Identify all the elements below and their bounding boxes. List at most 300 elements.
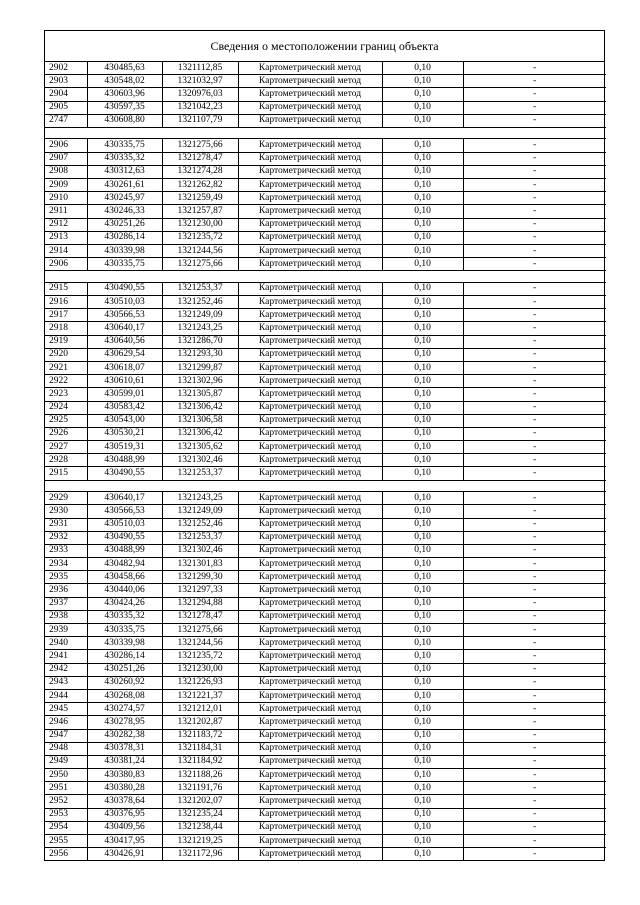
separator-cell xyxy=(238,127,382,139)
point-number-cell: 2915 xyxy=(45,282,87,295)
x-coordinate-cell: 430510,03 xyxy=(87,518,162,531)
description-cell: - xyxy=(463,309,606,322)
description-cell: - xyxy=(463,335,606,348)
y-coordinate-cell: 1321302,96 xyxy=(162,375,238,388)
y-coordinate-cell: 1321202,07 xyxy=(162,795,238,808)
accuracy-cell: 0,10 xyxy=(382,322,463,335)
accuracy-cell: 0,10 xyxy=(382,769,463,782)
y-coordinate-cell: 1321032,97 xyxy=(162,75,238,88)
method-cell: Картометрический метод xyxy=(238,114,382,127)
method-cell: Картометрический метод xyxy=(238,75,382,88)
y-coordinate-cell: 1321244,56 xyxy=(162,244,238,257)
x-coordinate-cell: 430640,17 xyxy=(87,322,162,335)
x-coordinate-cell: 430286,14 xyxy=(87,650,162,663)
description-cell: - xyxy=(463,165,606,178)
point-number-cell: 2919 xyxy=(45,335,87,348)
table-row xyxy=(45,597,606,610)
point-number-cell: 2955 xyxy=(45,835,87,848)
point-number-cell: 2917 xyxy=(45,309,87,322)
point-number-cell: 2923 xyxy=(45,388,87,401)
point-number-cell: 2927 xyxy=(45,441,87,454)
y-coordinate-cell: 1321257,87 xyxy=(162,205,238,218)
y-coordinate-cell: 1321184,92 xyxy=(162,755,238,768)
method-cell: Картометрический метод xyxy=(238,139,382,152)
point-number-cell: 2906 xyxy=(45,139,87,152)
y-coordinate-cell: 1321244,56 xyxy=(162,637,238,650)
table-row xyxy=(45,637,606,650)
point-number-cell: 2907 xyxy=(45,152,87,165)
method-cell: Картометрический метод xyxy=(238,179,382,192)
point-number-cell: 2914 xyxy=(45,244,87,257)
point-number-cell: 2940 xyxy=(45,637,87,650)
y-coordinate-cell: 1321259,49 xyxy=(162,192,238,205)
method-cell: Картометрический метод xyxy=(238,361,382,374)
point-number-cell: 2935 xyxy=(45,571,87,584)
separator-cell xyxy=(382,271,463,283)
point-number-cell: 2903 xyxy=(45,75,87,88)
method-cell: Картометрический метод xyxy=(238,716,382,729)
x-coordinate-cell: 430640,56 xyxy=(87,335,162,348)
point-number-cell: 2913 xyxy=(45,231,87,244)
accuracy-cell: 0,10 xyxy=(382,676,463,689)
table-row xyxy=(45,361,606,374)
y-coordinate-cell: 1321230,00 xyxy=(162,663,238,676)
accuracy-cell: 0,10 xyxy=(382,689,463,702)
y-coordinate-cell: 1321278,47 xyxy=(162,152,238,165)
description-cell: - xyxy=(463,258,606,271)
accuracy-cell: 0,10 xyxy=(382,414,463,427)
separator-cell xyxy=(45,480,87,492)
method-cell: Картометрический метод xyxy=(238,375,382,388)
table-row xyxy=(45,441,606,454)
description-cell: - xyxy=(463,375,606,388)
method-cell: Картометрический метод xyxy=(238,258,382,271)
description-cell: - xyxy=(463,244,606,257)
table-row xyxy=(45,505,606,518)
y-coordinate-cell: 1321275,66 xyxy=(162,258,238,271)
description-cell: - xyxy=(463,835,606,848)
description-cell: - xyxy=(463,192,606,205)
method-cell: Картометрический метод xyxy=(238,218,382,231)
point-number-cell: 2945 xyxy=(45,703,87,716)
x-coordinate-cell: 430339,98 xyxy=(87,637,162,650)
separator-cell xyxy=(382,127,463,139)
table-row xyxy=(45,258,606,271)
x-coordinate-cell: 430376,95 xyxy=(87,808,162,821)
y-coordinate-cell: 1321302,46 xyxy=(162,454,238,467)
description-cell: - xyxy=(463,637,606,650)
table-row xyxy=(45,676,606,689)
method-cell: Картометрический метод xyxy=(238,558,382,571)
point-number-cell: 2928 xyxy=(45,454,87,467)
point-number-cell: 2943 xyxy=(45,676,87,689)
description-cell: - xyxy=(463,322,606,335)
table-row xyxy=(45,624,606,637)
y-coordinate-cell: 1321112,85 xyxy=(162,62,238,75)
table-row xyxy=(45,835,606,848)
description-cell: - xyxy=(463,716,606,729)
x-coordinate-cell: 430335,75 xyxy=(87,258,162,271)
table-row xyxy=(45,282,606,295)
method-cell: Картометрический метод xyxy=(238,755,382,768)
x-coordinate-cell: 430490,55 xyxy=(87,467,162,480)
accuracy-cell: 0,10 xyxy=(382,296,463,309)
method-cell: Картометрический метод xyxy=(238,454,382,467)
table-row xyxy=(45,388,606,401)
table-row xyxy=(45,848,606,861)
table-row xyxy=(45,531,606,544)
table-row xyxy=(45,769,606,782)
y-coordinate-cell: 1321230,00 xyxy=(162,218,238,231)
description-cell: - xyxy=(463,821,606,834)
y-coordinate-cell: 1321249,09 xyxy=(162,309,238,322)
point-number-cell: 2949 xyxy=(45,755,87,768)
accuracy-cell: 0,10 xyxy=(382,309,463,322)
description-cell: - xyxy=(463,742,606,755)
x-coordinate-cell: 430245,97 xyxy=(87,192,162,205)
table-row xyxy=(45,88,606,101)
y-coordinate-cell: 1321301,83 xyxy=(162,558,238,571)
y-coordinate-cell: 1321253,37 xyxy=(162,467,238,480)
group-separator xyxy=(45,480,606,492)
accuracy-cell: 0,10 xyxy=(382,205,463,218)
x-coordinate-cell: 430482,94 xyxy=(87,558,162,571)
point-number-cell: 2953 xyxy=(45,808,87,821)
x-coordinate-cell: 430426,91 xyxy=(87,848,162,861)
accuracy-cell: 0,10 xyxy=(382,821,463,834)
point-number-cell: 2747 xyxy=(45,114,87,127)
point-number-cell: 2925 xyxy=(45,414,87,427)
description-cell: - xyxy=(463,152,606,165)
accuracy-cell: 0,10 xyxy=(382,663,463,676)
accuracy-cell: 0,10 xyxy=(382,101,463,114)
table-row xyxy=(45,808,606,821)
x-coordinate-cell: 430566,53 xyxy=(87,309,162,322)
x-coordinate-cell: 430566,53 xyxy=(87,505,162,518)
accuracy-cell: 0,10 xyxy=(382,571,463,584)
description-cell: - xyxy=(463,650,606,663)
description-cell: - xyxy=(463,454,606,467)
x-coordinate-cell: 430286,14 xyxy=(87,231,162,244)
method-cell: Картометрический метод xyxy=(238,152,382,165)
accuracy-cell: 0,10 xyxy=(382,192,463,205)
y-coordinate-cell: 1321235,72 xyxy=(162,231,238,244)
table-row xyxy=(45,152,606,165)
group-separator xyxy=(45,271,606,283)
description-cell: - xyxy=(463,597,606,610)
description-cell: - xyxy=(463,139,606,152)
x-coordinate-cell: 430260,92 xyxy=(87,676,162,689)
y-coordinate-cell: 1321278,47 xyxy=(162,610,238,623)
accuracy-cell: 0,10 xyxy=(382,584,463,597)
table-row xyxy=(45,348,606,361)
x-coordinate-cell: 430335,75 xyxy=(87,139,162,152)
y-coordinate-cell: 1321294,88 xyxy=(162,597,238,610)
x-coordinate-cell: 430380,28 xyxy=(87,782,162,795)
description-cell: - xyxy=(463,729,606,742)
accuracy-cell: 0,10 xyxy=(382,179,463,192)
description-cell: - xyxy=(463,414,606,427)
coordinates-table xyxy=(45,62,606,860)
y-coordinate-cell: 1321305,62 xyxy=(162,441,238,454)
x-coordinate-cell: 430458,66 xyxy=(87,571,162,584)
table-row xyxy=(45,518,606,531)
x-coordinate-cell: 430597,35 xyxy=(87,101,162,114)
description-cell: - xyxy=(463,101,606,114)
table-row xyxy=(45,165,606,178)
separator-cell xyxy=(463,480,606,492)
table-row xyxy=(45,716,606,729)
table-row xyxy=(45,755,606,768)
accuracy-cell: 0,10 xyxy=(382,795,463,808)
separator-cell xyxy=(87,271,162,283)
method-cell: Картометрический метод xyxy=(238,101,382,114)
x-coordinate-cell: 430268,08 xyxy=(87,689,162,702)
point-number-cell: 2954 xyxy=(45,821,87,834)
method-cell: Картометрический метод xyxy=(238,335,382,348)
method-cell: Картометрический метод xyxy=(238,62,382,75)
method-cell: Картометрический метод xyxy=(238,531,382,544)
accuracy-cell: 0,10 xyxy=(382,624,463,637)
table-row xyxy=(45,492,606,505)
method-cell: Картометрический метод xyxy=(238,165,382,178)
x-coordinate-cell: 430488,99 xyxy=(87,544,162,557)
table-row xyxy=(45,192,606,205)
y-coordinate-cell: 1321253,37 xyxy=(162,282,238,295)
method-cell: Картометрический метод xyxy=(238,348,382,361)
point-number-cell: 2934 xyxy=(45,558,87,571)
y-coordinate-cell: 1321243,25 xyxy=(162,322,238,335)
point-number-cell: 2937 xyxy=(45,597,87,610)
table-row xyxy=(45,322,606,335)
method-cell: Картометрический метод xyxy=(238,676,382,689)
description-cell: - xyxy=(463,505,606,518)
y-coordinate-cell: 1321262,82 xyxy=(162,179,238,192)
y-coordinate-cell: 1321238,44 xyxy=(162,821,238,834)
accuracy-cell: 0,10 xyxy=(382,361,463,374)
description-cell: - xyxy=(463,401,606,414)
accuracy-cell: 0,10 xyxy=(382,88,463,101)
accuracy-cell: 0,10 xyxy=(382,348,463,361)
x-coordinate-cell: 430251,26 xyxy=(87,218,162,231)
table-row xyxy=(45,101,606,114)
description-cell: - xyxy=(463,467,606,480)
x-coordinate-cell: 430490,55 xyxy=(87,282,162,295)
accuracy-cell: 0,10 xyxy=(382,703,463,716)
x-coordinate-cell: 430629,54 xyxy=(87,348,162,361)
x-coordinate-cell: 430380,83 xyxy=(87,769,162,782)
x-coordinate-cell: 430510,03 xyxy=(87,296,162,309)
description-cell: - xyxy=(463,558,606,571)
method-cell: Картометрический метод xyxy=(238,244,382,257)
separator-cell xyxy=(45,271,87,283)
method-cell: Картометрический метод xyxy=(238,282,382,295)
method-cell: Картометрический метод xyxy=(238,637,382,650)
x-coordinate-cell: 430335,32 xyxy=(87,610,162,623)
accuracy-cell: 0,10 xyxy=(382,427,463,440)
point-number-cell: 2948 xyxy=(45,742,87,755)
description-cell: - xyxy=(463,218,606,231)
description-cell: - xyxy=(463,296,606,309)
page-title: Сведения о местоположении границ объекта xyxy=(45,31,604,62)
y-coordinate-cell: 1321275,66 xyxy=(162,139,238,152)
y-coordinate-cell: 1321212,01 xyxy=(162,703,238,716)
x-coordinate-cell: 430519,31 xyxy=(87,441,162,454)
accuracy-cell: 0,10 xyxy=(382,258,463,271)
description-cell: - xyxy=(463,663,606,676)
description-cell: - xyxy=(463,755,606,768)
point-number-cell: 2939 xyxy=(45,624,87,637)
y-coordinate-cell: 1321221,37 xyxy=(162,689,238,702)
point-number-cell: 2906 xyxy=(45,258,87,271)
table-row xyxy=(45,650,606,663)
method-cell: Картометрический метод xyxy=(238,663,382,676)
accuracy-cell: 0,10 xyxy=(382,742,463,755)
y-coordinate-cell: 1321305,87 xyxy=(162,388,238,401)
accuracy-cell: 0,10 xyxy=(382,835,463,848)
method-cell: Картометрический метод xyxy=(238,703,382,716)
x-coordinate-cell: 430378,64 xyxy=(87,795,162,808)
description-cell: - xyxy=(463,282,606,295)
point-number-cell: 2931 xyxy=(45,518,87,531)
description-cell: - xyxy=(463,348,606,361)
accuracy-cell: 0,10 xyxy=(382,454,463,467)
point-number-cell: 2930 xyxy=(45,505,87,518)
method-cell: Картометрический метод xyxy=(238,467,382,480)
method-cell: Картометрический метод xyxy=(238,571,382,584)
x-coordinate-cell: 430261,61 xyxy=(87,179,162,192)
x-coordinate-cell: 430274,57 xyxy=(87,703,162,716)
description-cell: - xyxy=(463,427,606,440)
point-number-cell: 2944 xyxy=(45,689,87,702)
y-coordinate-cell: 1321297,33 xyxy=(162,584,238,597)
document-frame xyxy=(44,30,605,861)
method-cell: Картометрический метод xyxy=(238,231,382,244)
y-coordinate-cell: 1321253,37 xyxy=(162,531,238,544)
accuracy-cell: 0,10 xyxy=(382,375,463,388)
method-cell: Картометрический метод xyxy=(238,610,382,623)
description-cell: - xyxy=(463,205,606,218)
table-row xyxy=(45,205,606,218)
method-cell: Картометрический метод xyxy=(238,518,382,531)
x-coordinate-cell: 430530,21 xyxy=(87,427,162,440)
point-number-cell: 2909 xyxy=(45,179,87,192)
x-coordinate-cell: 430335,32 xyxy=(87,152,162,165)
table-row xyxy=(45,139,606,152)
point-number-cell: 2904 xyxy=(45,88,87,101)
y-coordinate-cell: 1321306,58 xyxy=(162,414,238,427)
point-number-cell: 2916 xyxy=(45,296,87,309)
accuracy-cell: 0,10 xyxy=(382,244,463,257)
description-cell: - xyxy=(463,531,606,544)
description-cell: - xyxy=(463,571,606,584)
y-coordinate-cell: 1321249,09 xyxy=(162,505,238,518)
x-coordinate-cell: 430610,61 xyxy=(87,375,162,388)
separator-cell xyxy=(87,480,162,492)
accuracy-cell: 0,10 xyxy=(382,114,463,127)
x-coordinate-cell: 430417,95 xyxy=(87,835,162,848)
x-coordinate-cell: 430583,42 xyxy=(87,401,162,414)
table-row xyxy=(45,663,606,676)
method-cell: Картометрический метод xyxy=(238,597,382,610)
x-coordinate-cell: 430608,80 xyxy=(87,114,162,127)
description-cell: - xyxy=(463,114,606,127)
y-coordinate-cell: 1321042,23 xyxy=(162,101,238,114)
description-cell: - xyxy=(463,769,606,782)
separator-cell xyxy=(238,480,382,492)
description-cell: - xyxy=(463,676,606,689)
point-number-cell: 2910 xyxy=(45,192,87,205)
accuracy-cell: 0,10 xyxy=(382,505,463,518)
table-row xyxy=(45,401,606,414)
separator-cell xyxy=(382,480,463,492)
x-coordinate-cell: 430246,33 xyxy=(87,205,162,218)
x-coordinate-cell: 430485,63 xyxy=(87,62,162,75)
y-coordinate-cell: 1321202,87 xyxy=(162,716,238,729)
method-cell: Картометрический метод xyxy=(238,427,382,440)
description-cell: - xyxy=(463,795,606,808)
method-cell: Картометрический метод xyxy=(238,414,382,427)
accuracy-cell: 0,10 xyxy=(382,388,463,401)
accuracy-cell: 0,10 xyxy=(382,441,463,454)
point-number-cell: 2926 xyxy=(45,427,87,440)
description-cell: - xyxy=(463,624,606,637)
description-cell: - xyxy=(463,179,606,192)
table-row xyxy=(45,375,606,388)
table-row xyxy=(45,703,606,716)
separator-cell xyxy=(463,271,606,283)
point-number-cell: 2941 xyxy=(45,650,87,663)
accuracy-cell: 0,10 xyxy=(382,152,463,165)
method-cell: Картометрический метод xyxy=(238,296,382,309)
accuracy-cell: 0,10 xyxy=(382,75,463,88)
y-coordinate-cell: 1321191,76 xyxy=(162,782,238,795)
x-coordinate-cell: 430440,06 xyxy=(87,584,162,597)
point-number-cell: 2924 xyxy=(45,401,87,414)
accuracy-cell: 0,10 xyxy=(382,782,463,795)
point-number-cell: 2921 xyxy=(45,361,87,374)
method-cell: Картометрический метод xyxy=(238,742,382,755)
table-row xyxy=(45,309,606,322)
x-coordinate-cell: 430251,26 xyxy=(87,663,162,676)
accuracy-cell: 0,10 xyxy=(382,544,463,557)
table-row xyxy=(45,610,606,623)
table-row xyxy=(45,75,606,88)
accuracy-cell: 0,10 xyxy=(382,467,463,480)
point-number-cell: 2911 xyxy=(45,205,87,218)
accuracy-cell: 0,10 xyxy=(382,610,463,623)
accuracy-cell: 0,10 xyxy=(382,218,463,231)
accuracy-cell: 0,10 xyxy=(382,518,463,531)
description-cell: - xyxy=(463,62,606,75)
separator-cell xyxy=(162,480,238,492)
table-row xyxy=(45,742,606,755)
description-cell: - xyxy=(463,75,606,88)
method-cell: Картометрический метод xyxy=(238,729,382,742)
method-cell: Картометрический метод xyxy=(238,88,382,101)
separator-cell xyxy=(87,127,162,139)
accuracy-cell: 0,10 xyxy=(382,139,463,152)
description-cell: - xyxy=(463,848,606,861)
method-cell: Картометрический метод xyxy=(238,808,382,821)
point-number-cell: 2956 xyxy=(45,848,87,861)
table-row xyxy=(45,689,606,702)
method-cell: Картометрический метод xyxy=(238,584,382,597)
table-row xyxy=(45,782,606,795)
point-number-cell: 2912 xyxy=(45,218,87,231)
x-coordinate-cell: 430490,55 xyxy=(87,531,162,544)
x-coordinate-cell: 430409,56 xyxy=(87,821,162,834)
